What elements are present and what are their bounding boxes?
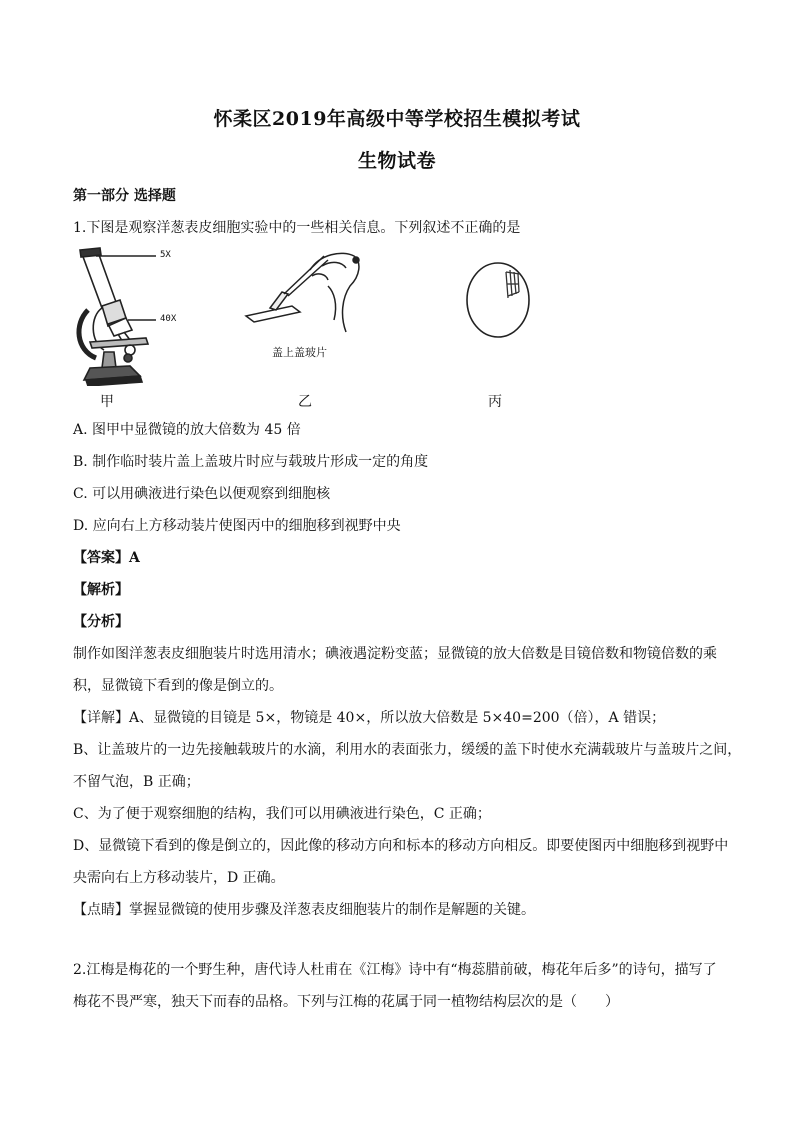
detail-line-6: 央需向右上方移动装片，D 正确。 [73, 870, 285, 886]
field-of-view-figure [464, 260, 534, 340]
fenxi-line-1: 制作如图洋葱表皮细胞装片时选用清水；碘液遇淀粉变蓝；显微镜的放大倍数是目镜倍数和物镜倍数的乘 [73, 646, 717, 662]
option-c: C. 可以用碘液进行染色以便观察到细胞核 [73, 486, 331, 502]
detail-line-3: 不留气泡，B 正确； [73, 774, 200, 790]
coverslip-sublabel: 盖上盖玻片 [272, 346, 327, 359]
field-of-view-circle [464, 260, 534, 340]
microscope-icon [68, 246, 208, 386]
eyepiece-label: 5X [160, 250, 171, 260]
coverslip-figure [242, 246, 372, 366]
comment-line: 【点睛】掌握显微镜的使用步骤及洋葱表皮细胞装片的制作是解题的关键。 [73, 902, 535, 918]
analysis-label: 【解析】 [73, 582, 129, 598]
document-subtitle: 生物试卷 [357, 150, 436, 172]
objective-label: 40X [160, 314, 177, 324]
option-d: D. 应向右上方移动装片使图丙中的细胞移到视野中央 [73, 518, 401, 534]
figure-yi-caption: 乙 [298, 394, 312, 410]
section-heading: 第一部分 选择题 [73, 188, 176, 204]
question-1-figures [60, 246, 620, 416]
option-a: A. 图甲中显微镜的放大倍数为 45 倍 [73, 422, 301, 438]
detail-line-1: 【详解】A、显微镜的目镜是 5×，物镜是 40×，所以放大倍数是 5×40=200（倍），A 错误； [73, 710, 666, 726]
microscope-figure [68, 246, 208, 386]
document-title: 怀柔区2019年高级中等学校招生模拟考试 [213, 108, 581, 130]
detail-line-2: B、让盖玻片的一边先接触载玻片的水滴，利用水的表面张力，缓缓的盖下时使水充满载玻片与盖玻片之间， [73, 742, 742, 758]
fenxi-line-2: 积，显微镜下看到的像是倒立的。 [73, 678, 283, 694]
question-1-stem: 1.下图是观察洋葱表皮细胞实验中的一些相关信息。下列叙述不正确的是 [73, 220, 521, 236]
option-b: B. 制作临时装片盖上盖玻片时应与载玻片形成一定的角度 [73, 454, 429, 470]
figure-bing-caption: 丙 [488, 394, 502, 410]
question-2-line-2: 梅花不畏严寒，独天下而春的品格。下列与江梅的花属于同一植物结构层次的是（ ） [73, 994, 619, 1010]
forceps-hand-icon [242, 246, 372, 356]
question-2-line-1: 2.江梅是梅花的一个野生种，唐代诗人杜甫在《江梅》诗中有“梅蕊腊前破，梅花年后多”的诗句，描写了 [73, 962, 717, 978]
fenxi-label: 【分析】 [73, 614, 129, 630]
answer-line: 【答案】A [73, 550, 140, 566]
figure-jia-caption: 甲 [100, 394, 114, 410]
detail-line-5: D、显微镜下看到的像是倒立的，因此像的移动方向和标本的移动方向相反。即要使图丙中细胞移到视野中 [73, 838, 729, 854]
detail-line-4: C、为了便于观察细胞的结构，我们可以用碘液进行染色，C 正确； [73, 806, 491, 822]
